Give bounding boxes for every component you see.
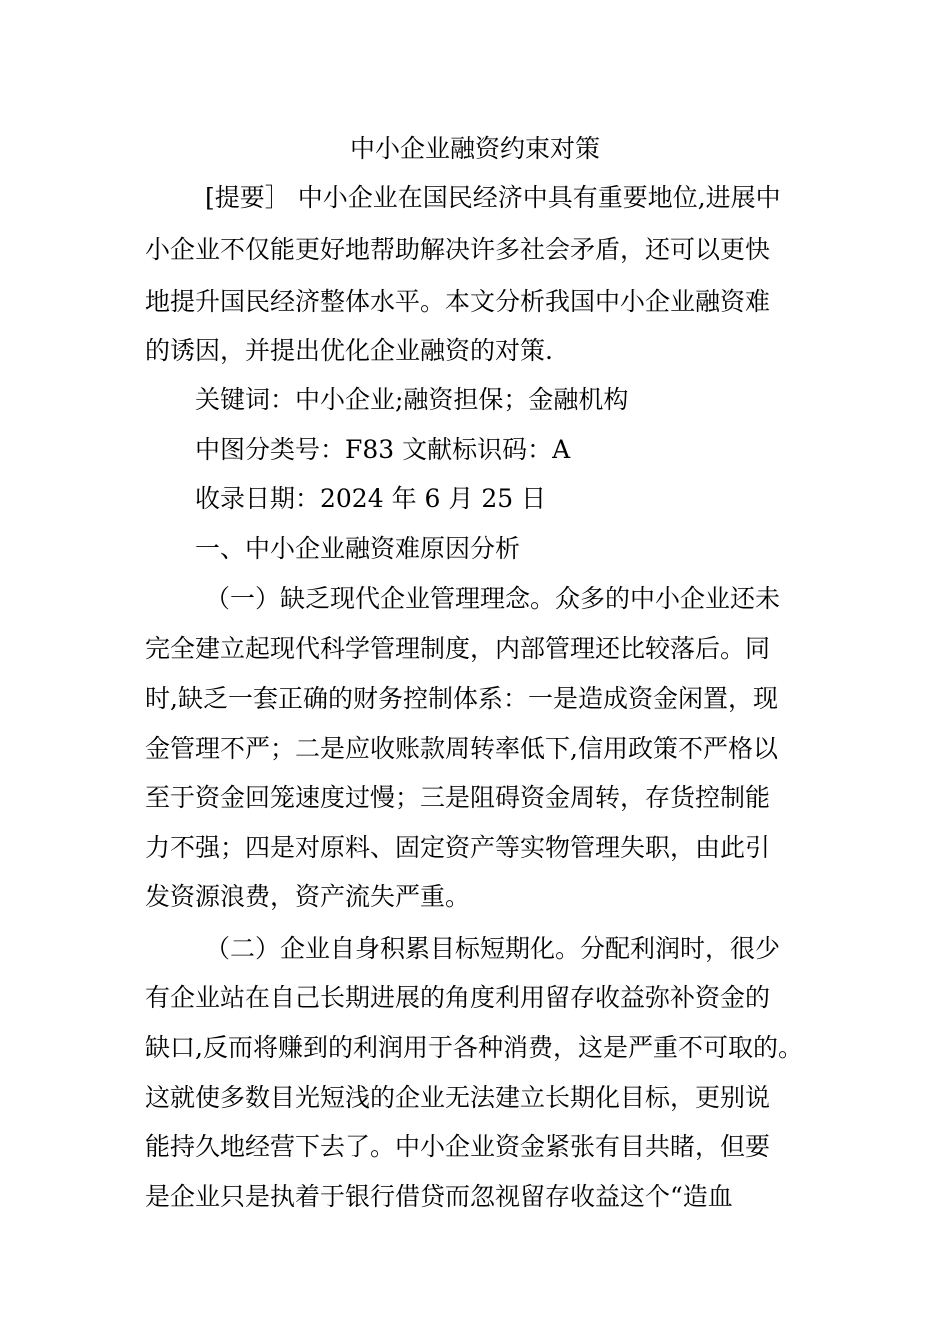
paragraph-2-line-5: 能持久地经营下去了。中小企业资金紧张有目共睹，但要	[145, 1132, 771, 1161]
paragraph-2-line-3: 缺口,反而将赚到的利润用于各种消费，这是严重不可取的。	[145, 1033, 803, 1062]
abstract-line-1: [提要］ 中小企业在国民经济中具有重要地位,进展中	[205, 183, 781, 212]
paragraph-1-line-4: 金管理不严；二是应收账款周转率低下,信用政策不严格以	[145, 734, 778, 763]
paragraph-2-line-6: 是企业只是执着于银行借贷而忽视留存收益这个“造血	[145, 1182, 733, 1211]
abstract-line-4: 的诱因，并提出优化企业融资的对策.	[145, 336, 553, 365]
classification-line: 中图分类号：F83 文献标识码：A	[195, 435, 571, 464]
abstract-line-3: 地提升国民经济整体水平。本文分析我国中小企业融资难	[145, 287, 771, 316]
paragraph-1-line-2: 完全建立起现代科学管理制度，内部管理还比较落后。同	[145, 634, 771, 663]
section-heading: 一、中小企业融资难原因分析	[195, 534, 521, 563]
abstract-line-2: 小企业不仅能更好地帮助解决许多社会矛盾，还可以更快	[145, 235, 771, 264]
paragraph-2-line-1: （二）企业自身积累目标短期化。分配利润时，很少	[205, 934, 781, 963]
received-date-line: 收录日期：2024 年 6 月 25 日	[195, 484, 547, 513]
keywords-line: 关键词：中小企业;融资担保；金融机构	[195, 385, 629, 414]
paragraph-1-line-7: 发资源浪费，资产流失严重。	[145, 882, 471, 911]
paragraph-2-line-4: 这就使多数目光短浅的企业无法建立长期化目标，更别说	[145, 1083, 771, 1112]
document-title: 中小企业融资约束对策	[349, 134, 600, 163]
paragraph-1-line-6: 力不强；四是对原料、固定资产等实物管理失职，由此引	[145, 833, 771, 862]
paragraph-1-line-1: （一）缺乏现代企业管理理念。众多的中小企业还未	[205, 584, 781, 613]
paragraph-1-line-5: 至于资金回笼速度过慢；三是阻碍资金周转，存货控制能	[145, 783, 771, 812]
paragraph-2-line-2: 有企业站在自己长期进展的角度利用留存收益弥补资金的	[145, 983, 771, 1012]
paragraph-1-line-3: 时,缺乏一套正确的财务控制体系：一是造成资金闲置，现	[145, 684, 778, 713]
